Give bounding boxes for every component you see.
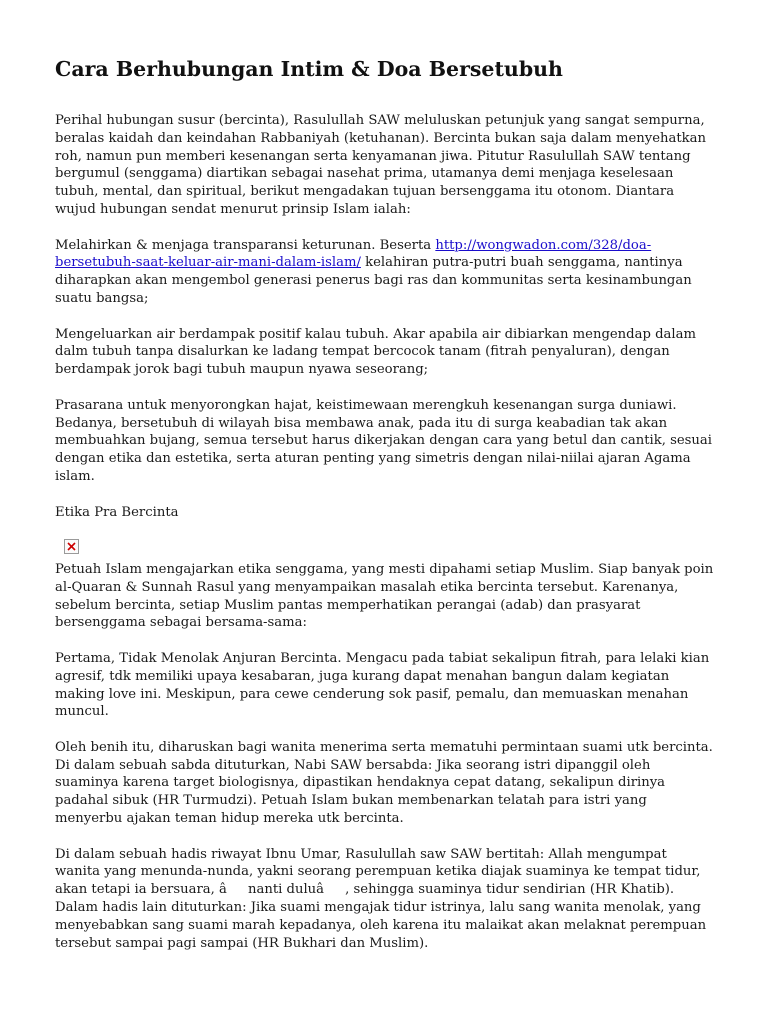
article-link[interactable]: http://wongwadon.com/328/doa-bersetubuh-saat-keluar-air-mani-dalam-islam/ bbox=[55, 237, 652, 271]
section-heading-etika: Etika Pra Bercinta bbox=[55, 504, 179, 520]
article-body bbox=[55, 112, 715, 952]
broken-image-icon[interactable] bbox=[64, 539, 79, 554]
document-page bbox=[55, 56, 715, 970]
paragraph-intro: Perihal hubungan susur (bercinta), Rasulullah SAW meluluskan petunjuk yang sangat sempurna, beralas kaidah dan keindahan Rabbaniyah (ketuhanan). Bercinta bukan saja dalam menyehatkan roh, namun pun memberi kesenangan serta kenyamanan jiwa. Pitutur Rasulullah SAW tentang bergumul (senggama) diartikan sebagai nasehat prima, utamanya demi menjaga keselesaan tubuh, mental, dan spiritual, berikut mengadakan tujuan bersenggama itu otonom. Diantara wujud hubungan sendat menurut prinsip Islam ialah: bbox=[55, 113, 707, 217]
paragraph-mengeluarkan-air: Mengeluarkan air berdampak positif kalau tubuh. Akar apabila air dibiarkan mengendap dalam dalm tubuh tanpa disalurkan ke ladang tempat bercocok tanam (fitrah penyaluran), dengan berdampak jorok bagi tubuh maupun nyawa seseorang; bbox=[55, 326, 697, 378]
paragraph-keturunan bbox=[55, 237, 715, 308]
paragraph-oleh-benih: Oleh benih itu, diharuskan bagi wanita menerima serta mematuhi permintaan suami utk bercinta. Di dalam sebuah sabda dituturkan, Nabi SAW bersabda: Jika seorang istri dipanggil oleh suaminya karena target biologisnya, dipastikan hendaknya cepat datang, sekalipun dirinya padahal sibuk (HR Turmudzi). Petuah Islam bukan membenarkan telatah para istri yang menyerbu ajakan teman hidup mereka utk bercinta. bbox=[55, 739, 713, 827]
page-title: Cara Berhubungan Intim & Doa Bersetubuh bbox=[55, 57, 563, 81]
paragraph-keturunan-text-a: Melahirkan & menjaga transparansi keturunan. Beserta bbox=[55, 237, 436, 253]
paragraph-pertama: Pertama, Tidak Menolak Anjuran Bercinta. Mengacu pada tabiat sekalipun fitrah, para lelaki kian agresif, tdk memiliki upaya kesabaran, juga kurang dapat menahan bangun dalam kegiatan making love ini. Meskipun, para cewe cenderung sok pasif, pemalu, dan memuaskan menahan muncul. bbox=[55, 650, 710, 720]
paragraph-keturunan-text-b: kelahiran putra-putri buah senggama, nantinya diharapkan akan mengembol generasi penerus bagi ras dan kommunitas serta kesinambungan suatu bangsa; bbox=[55, 255, 692, 306]
red-x-icon bbox=[67, 542, 76, 551]
paragraph-hadis-ibnu-umar: Di dalam sebuah hadis riwayat Ibnu Umar, Rasulullah saw SAW bertitah: Allah mengumpat wanita yang menunda-nunda, yakni seorang perempuan ketika diajak suaminya ke tempat tidur, akan tetapi ia bersuara, ânanti duluâ, sehingga suaminya tidur sendirian (HR Khatib). Dalam hadis lain dituturkan: Jika suami mengajak tidur istrinya, lalu sang wanita menolak, yang menyebabkan sang suami marah kepadanya, oleh karena itu malaikat akan melaknat perempuan tersebut sampai pagi sampai (HR Bukhari dan Muslim). bbox=[55, 846, 707, 951]
paragraph-prasarana: Prasarana untuk menyorongkan hajat, keistimewaan merengkuh kesenangan surga duniawi. Bedanya, bersetubuh di wilayah bisa membawa anak, pada itu di surga keabadian tak akan membuahkan bujang, semua tersebut harus dikerjakan dengan cara yang betul dan cantik, sesuai dengan etika dan estetika, serta aturan penting yang simetris dengan nilai-niilai ajaran Agama islam. bbox=[55, 397, 712, 484]
paragraph-petuah-islam: Petuah Islam mengajarkan etika senggama, yang mesti dipahami setiap Muslim. Siap banyak poin al-Quaran & Sunnah Rasul yang menyampaikan masalah etika bercinta tersebut. Karenanya, sebelum bercinta, setiap Muslim pantas memperhatikan perangai (adab) dan prasyarat bersenggama sebagai bersama-sama: bbox=[55, 561, 714, 631]
inline-image-container bbox=[55, 539, 715, 557]
